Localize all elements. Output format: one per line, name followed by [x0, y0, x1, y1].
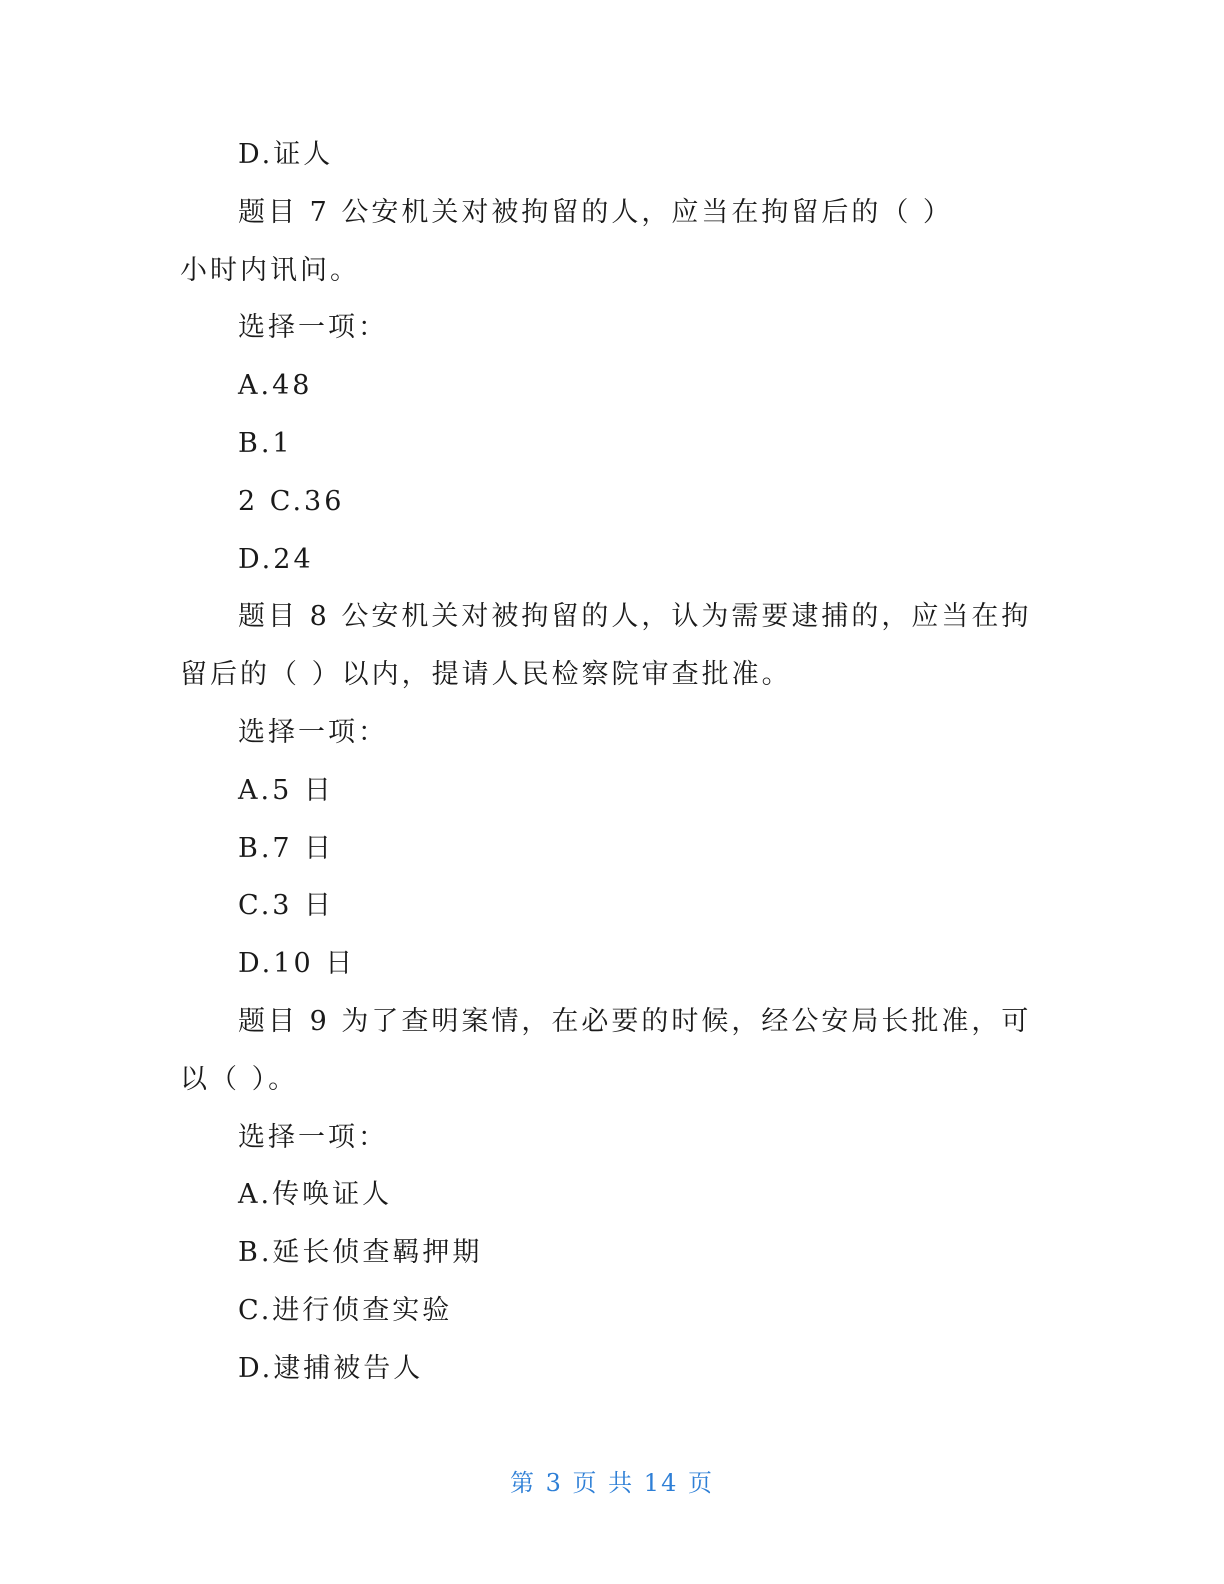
option-line: D.24	[238, 543, 314, 575]
select-prompt: 选择一项：	[238, 312, 388, 344]
option-line: C.3 日	[238, 890, 335, 922]
document-body	[180, 126, 1040, 1398]
option-line: B.延长侦查羁押期	[238, 1237, 483, 1269]
option-line: D.逮捕被告人	[238, 1352, 424, 1384]
option-line: A.5 日	[238, 774, 334, 806]
option-line: C.进行侦查实验	[238, 1294, 453, 1326]
option-line: D.证人	[238, 139, 334, 170]
option-line: A.48	[238, 370, 313, 402]
question-8-line-2: 留后的（ ）以内，提请人民检察院审查批准。	[180, 659, 792, 691]
question-7-line-2: 小时内讯问。	[180, 254, 360, 286]
option-line: 2 C.36	[238, 485, 345, 517]
option-line: B.1	[238, 427, 293, 459]
select-prompt: 选择一项：	[238, 1121, 388, 1153]
question-9-line-1: 题目 9 为了查明案情，在必要的时候，经公安局长批准，可	[238, 1005, 1032, 1037]
question-9-line-2: 以（ ）。	[180, 1063, 299, 1095]
option-line: B.7 日	[238, 832, 335, 864]
option-line: A.传唤证人	[238, 1179, 393, 1211]
question-8-line-1: 题目 8 公安机关对被拘留的人，认为需要逮捕的，应当在拘	[238, 601, 1032, 633]
select-prompt: 选择一项：	[238, 716, 388, 748]
question-7-line-1: 题目 7 公安机关对被拘留的人，应当在拘留后的（ ）	[238, 196, 953, 228]
page-footer: 第 3 页 共 14 页	[510, 1469, 714, 1497]
option-line: D.10 日	[238, 948, 356, 980]
